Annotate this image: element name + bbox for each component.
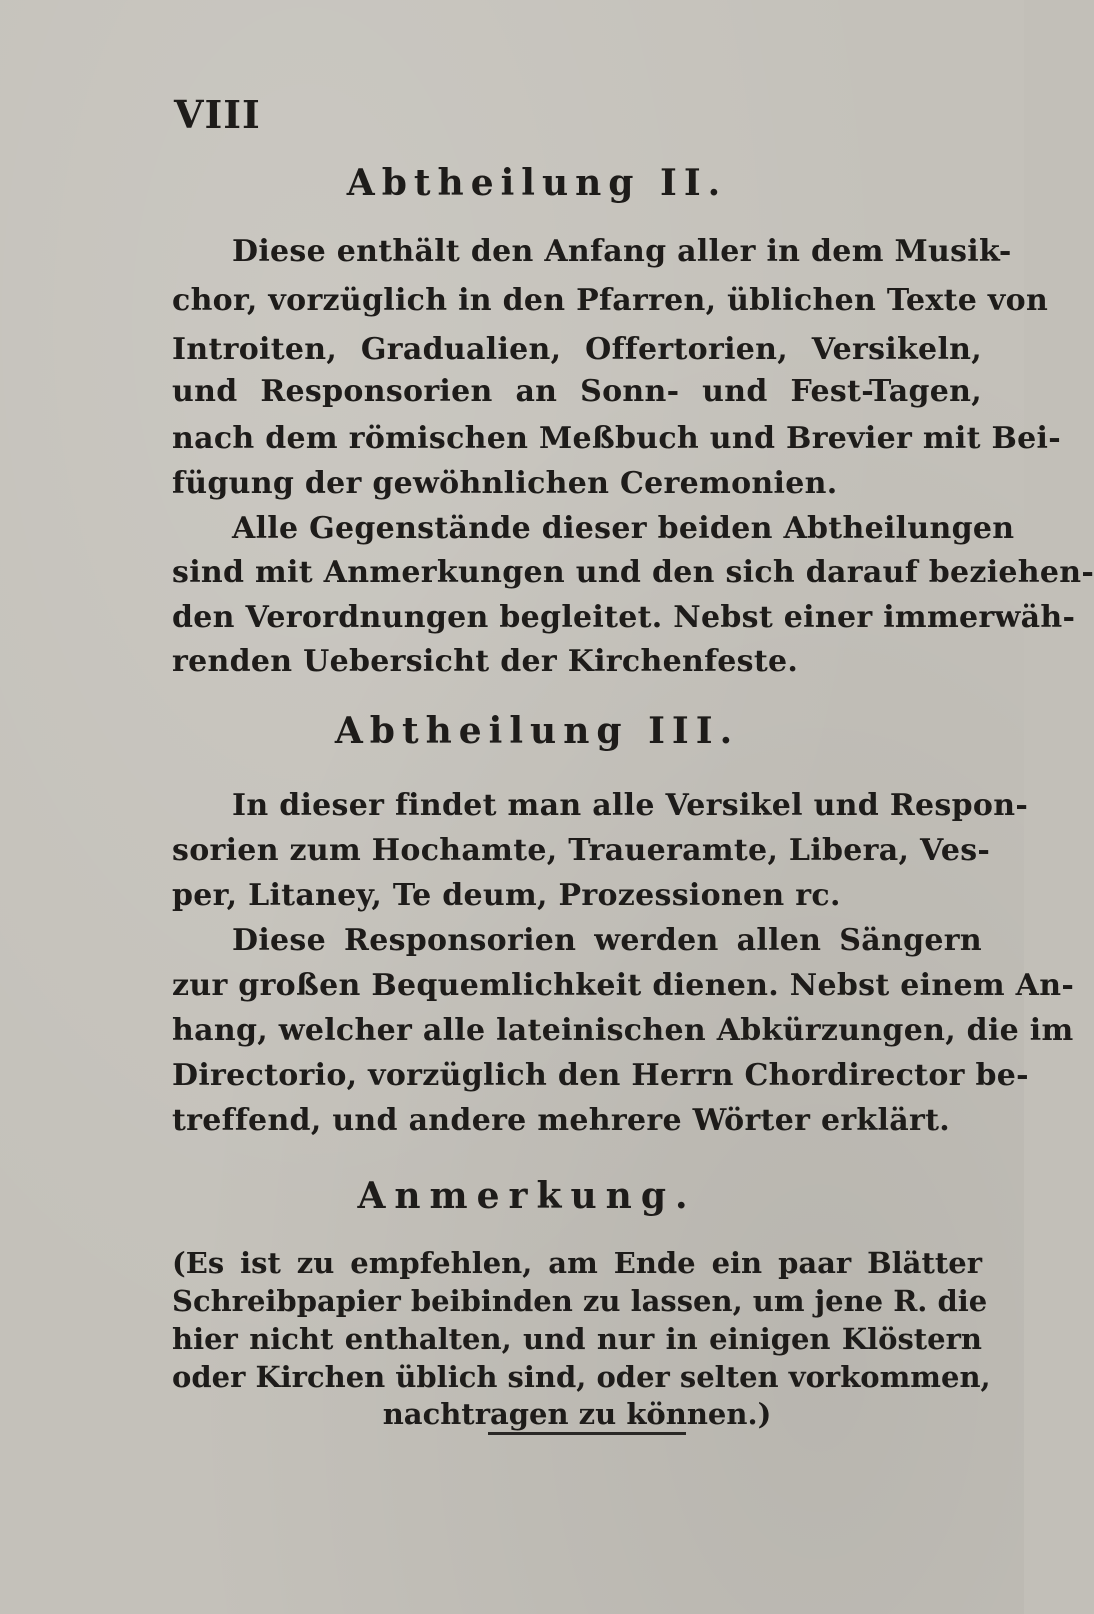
note-heading: Anmerkung. — [357, 1175, 697, 1217]
text-line: In dieser findet man alle Versikel und Respon- — [232, 788, 1029, 823]
text-line: Directorio, vorzüglich den Herrn Chordirector be- — [172, 1058, 1029, 1093]
text-line: nach dem römischen Meßbuch und Brevier mit Bei- — [172, 421, 1061, 456]
text-line: hang, welcher alle lateinischen Abkürzungen, die im — [172, 1013, 1074, 1048]
divider-rule — [488, 1432, 686, 1435]
text-line: Diese enthält den Anfang aller in dem Musik- — [232, 234, 1012, 269]
note-line: hier nicht enthalten, und nur in einigen Klöstern — [172, 1322, 982, 1356]
section-heading-2: Abtheilung II. — [346, 162, 728, 204]
section-heading-3: Abtheilung III. — [334, 710, 740, 752]
text-line: renden Uebersicht der Kirchenfeste. — [172, 644, 799, 679]
text-line: fügung der gewöhnlichen Ceremonien. — [172, 466, 838, 501]
text-line: und Responsorien an Sonn- und Fest-Tagen, — [172, 374, 982, 409]
note-line: nachtragen zu können.) — [382, 1397, 772, 1431]
text-line: Diese Responsorien werden allen Sängern — [232, 923, 982, 958]
text-line: Introiten, Gradualien, Offertorien, Versikeln, — [172, 332, 982, 367]
text-line: Alle Gegenstände dieser beiden Abtheilungen — [232, 511, 1015, 546]
note-line: Schreibpapier beibinden zu lassen, um jene R. die — [172, 1284, 988, 1318]
page-number: VIII — [174, 92, 261, 137]
note-line: (Es ist zu empfehlen, am Ende ein paar Blätter — [172, 1246, 982, 1280]
text-line: treffend, und andere mehrere Wörter erklärt. — [172, 1103, 950, 1138]
note-line: oder Kirchen üblich sind, oder selten vorkommen, — [172, 1360, 991, 1394]
text-line: chor, vorzüglich in den Pfarren, üblichen Texte von — [172, 283, 1049, 318]
text-line: sorien zum Hochamte, Traueramte, Libera, Ves- — [172, 833, 991, 868]
text-line: sind mit Anmerkungen und den sich darauf beziehen- — [172, 555, 1094, 590]
text-line: den Verordnungen begleitet. Nebst einer immerwäh- — [172, 600, 1076, 635]
text-line: per, Litaney, Te deum, Prozessionen rc. — [172, 878, 841, 913]
text-line: zur großen Bequemlichkeit dienen. Nebst einem An- — [172, 968, 1075, 1003]
